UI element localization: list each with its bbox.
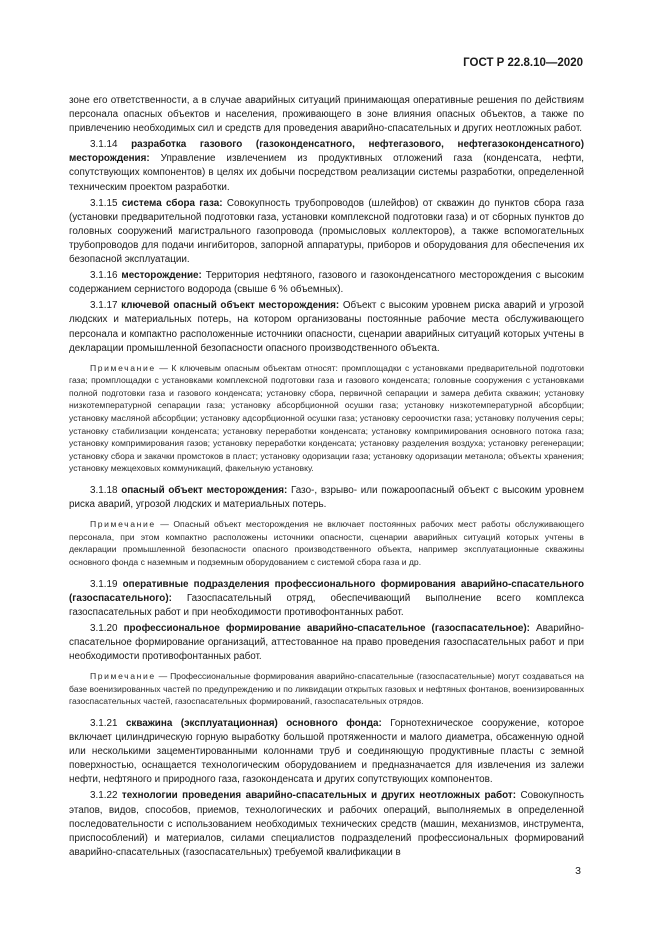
clause-term: месторождение: (121, 270, 202, 282)
note-label: Примечание (90, 519, 156, 530)
note-label: Примечание (90, 671, 156, 682)
clause-number: 3.1.22 (90, 790, 122, 802)
document-code: ГОСТ Р 22.8.10—2020 (463, 57, 583, 69)
clause-term: разработка газового (газоконденсатного, нефтегазового, нефтегазоконденсатного) месторождения: (69, 139, 584, 165)
clause-3-1-15 (69, 197, 584, 267)
clause-number: 3.1.21 (90, 717, 126, 729)
clause-number: 3.1.20 (90, 622, 124, 634)
document-body (69, 94, 584, 862)
clause-term: опасный объект месторождения: (121, 485, 288, 497)
clause-term: оперативные подразделения профессионального формирования аварийно-спасательного (газоспасательного): (69, 578, 584, 604)
clause-definition: Управление извлечением из продуктивных отложений газа (конденсата, нефти, сопутствующих компонентов) в целях их добычи посредством реализации системы разработки, определенной техническим проектом разработки. (69, 153, 584, 193)
page-number: 3 (575, 865, 581, 877)
paragraph-continuation: зоне его ответственности, а в случае аварийных ситуаций принимающая оперативные решения по действиям персонала опасных объектов и населения, проживающего в зоне влияния опасных объектов, а также по привлечению необходимых сил и средств для проведения аварийно-спасательных и других неотложных работ. (69, 95, 584, 135)
clause-term: профессиональное формирование аварийно-спасательное (газоспасательное): (123, 622, 530, 634)
clause-number: 3.1.18 (90, 485, 122, 497)
clause-definition: Объект с высоким уровнем риска аварий и угрозой людских и материальных потерь, на котором организованы постоянные рабочие места обслуживающего персонала и компактно расположенные источники опасности, сценарии аварийных ситуаций которых учтены в декларации промышленной безопасности опасного производственного объекта. (69, 300, 584, 354)
note-2 (69, 518, 584, 568)
clause-term: ключевой опасный объект месторождения: (121, 300, 340, 312)
note-1 (69, 362, 584, 475)
clause-3-1-16 (69, 269, 584, 297)
clause-3-1-21 (69, 717, 584, 787)
clause-definition: Аварийно-спасательное формирование организаций, аттестованное на право проведения газоспасательных работ и при необходимости противофонтанных работ. (69, 622, 585, 663)
clause-number: 3.1.16 (90, 270, 122, 282)
note-label: Примечание (90, 362, 156, 373)
clause-definition: Совокупность трубопроводов (шлейфов) от скважин до пунктов сбора газа (установки предварительной подготовки газа, установки комплексной подготовки газа) и от сборных пунктов до головных сооружений магистрального газопровода (промысловых коллекторов), а также вспомогательных трубопроводов для подачи ингибиторов, запорной аппаратуры, приборов и оборудования для обеспечения их безопасной эксплуатации. (69, 197, 584, 266)
clause-3-1-20 (69, 622, 584, 664)
clause-definition: Горнотехническое сооружение, которое включает цилиндрическую горную выработку большой протяженности и малого диаметра, обсаженную одной или несколькими зацементированными колоннами труб и соединяющую продуктивные пласты с земной поверхностью, оснащается технологическим оборудованием и предназначается для извлечения из залежи нефти, нефтяного и природного газа, газоконденсата и других сопутствующих компонентов. (69, 717, 584, 786)
clause-term: система сбора газа: (121, 197, 223, 209)
clause-3-1-22 (69, 789, 584, 859)
clause-number: 3.1.14 (90, 139, 132, 151)
note-text: — Профессиональные формирования аварийно-спасательные (газоспасательные) могут создаваться на базе военизированных частей по предупреждению и по ликвидации открытых газовых и нефтяных фонтанов, военизированных газоспасательных частей, газоспасательных формирований, газоспасательных отрядов. (69, 671, 584, 707)
note-text: — К ключевым опасным объектам относят: промплощадки с установками предварительной подготовки газа; промплощадки с установками комплексной подготовки газа и газового конденсата; головные сооружения с установками полной подготовки газа и газового конденсата; установку сбора, первичной сепарации и замера дебита скважин; установку низкотемпературной сепарации газа; установку абсорбционной осушки газа; установку низкотемпературной абсорбции; установку масляной абсорбции; установку адсорбционной осушки газа; установку сероочистки газа; установку получения серы; установку стабилизации конденсата; установку переработки конденсата; установку компримирования основного потока газа; установку компримирования газов; установку переработки конденсата; установку разделения воздуха; установку регенерации; установку сбора и закачки промстоков в пласт; установку одоризации газа; установку одоризации метанола; объекты хранения; установку межцеховых коммуникаций, факельную установку. (69, 362, 584, 474)
clause-number: 3.1.19 (90, 578, 123, 590)
clause-definition: Газоспасательный отряд, обеспечивающий выполнение всего комплекса газоспасательных работ и при необходимости противофонтанных работ. (69, 592, 584, 618)
clause-number: 3.1.17 (90, 300, 122, 312)
clause-number: 3.1.15 (90, 197, 122, 209)
note-3 (69, 670, 584, 708)
clause-definition: Совокупность этапов, видов, способов, приемов, технологических и рабочих операций, выполняемых в определенной последовательности с использованием необходимых технических средств (машин, механизмов, инструмента, приспособлений) и материалов, силами специалистов подразделений профессиональных формирований аварийно-спасательных (газоспасательных) требуемой квалификации в (69, 790, 584, 858)
clause-definition: Территория нефтяного, газового и газоконденсатного месторождения с высоким содержанием сернистого водорода (свыше 6 % объемных). (69, 270, 584, 296)
clause-3-1-19 (69, 578, 584, 620)
clause-term: скважина (эксплуатационная) основного фонда: (125, 717, 382, 729)
clause-3-1-18 (69, 484, 584, 512)
clause-term: технологии проведения аварийно-спасательных и других неотложных работ: (121, 790, 517, 802)
note-text: — Опасный объект месторождения не включает постоянных рабочих мест работы обслуживающего персонала, при этом компактно расположены источники опасности, сценарии аварийных ситуаций которых учтены в декларации промышленной безопасности опасного производственного объекта, например эксплуатационные скважины основного фонда с наземным и подземным оборудованием с системой сбора газа и др. (69, 519, 584, 567)
clause-3-1-17 (69, 299, 584, 355)
clause-definition: Газо-, взрыво- или пожароопасный объект с высоким уровнем риска аварий, угрозой людских и материальных потерь. (69, 485, 584, 511)
clause-3-1-14 (69, 138, 584, 194)
